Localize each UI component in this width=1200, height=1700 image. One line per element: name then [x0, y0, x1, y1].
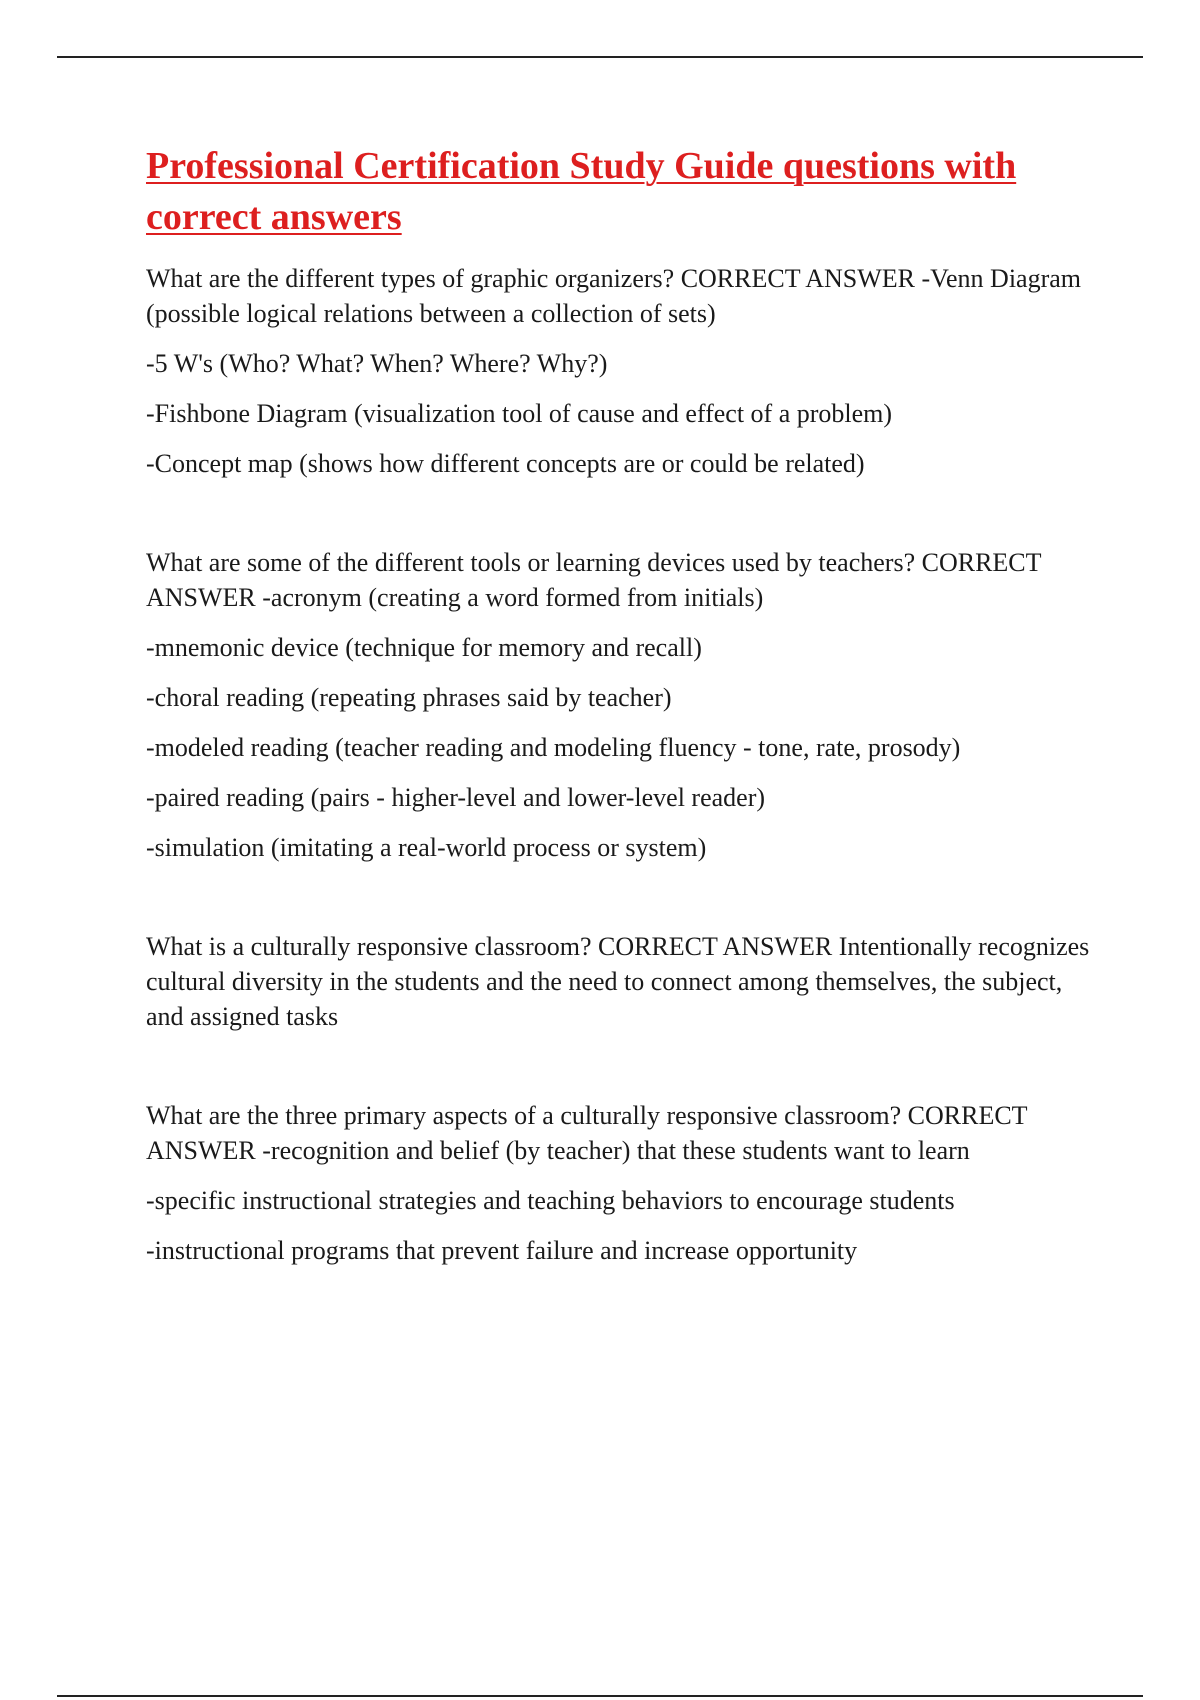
- answer-item: -paired reading (pairs - higher-level and lower-level reader): [146, 783, 766, 812]
- question-text: What are some of the different tools or learning devices used by teachers? CORRECT ANSWER -acronym (creating a word formed from initials): [146, 548, 1042, 612]
- qa-section: [146, 1098, 1096, 1268]
- qa-section: [146, 929, 1096, 1034]
- answer-item: -Fishbone Diagram (visualization tool of cause and effect of a problem): [146, 399, 893, 428]
- question-text: What is a culturally responsive classroom? CORRECT ANSWER Intentionally recognizes cultural diversity in the students and the need to connect among themselves, the subject, and assigned tasks: [146, 932, 1090, 1031]
- answer-item: -Concept map (shows how different concepts are or could be related): [146, 449, 865, 478]
- qa-section: [146, 545, 1096, 865]
- document-title: Professional Certification Study Guide questions with correct answers: [146, 145, 1017, 238]
- header-divider: [57, 56, 1143, 58]
- answer-item: -specific instructional strategies and teaching behaviors to encourage students: [146, 1186, 955, 1215]
- answer-item: -mnemonic device (technique for memory and recall): [146, 633, 702, 662]
- answer-item: -instructional programs that prevent failure and increase opportunity: [146, 1236, 858, 1265]
- answer-item: -5 W's (Who? What? When? Where? Why?): [146, 349, 608, 378]
- qa-section: [146, 261, 1096, 481]
- question-text: What are the three primary aspects of a culturally responsive classroom? CORRECT ANSWER -recognition and belief (by teacher) that these students want to learn: [146, 1101, 1028, 1165]
- question-text: What are the different types of graphic organizers? CORRECT ANSWER -Venn Diagram (possible logical relations between a collection of sets): [146, 264, 1082, 328]
- footer-divider: [57, 1695, 1143, 1697]
- answer-item: -modeled reading (teacher reading and modeling fluency - tone, rate, prosody): [146, 733, 961, 762]
- answer-item: -choral reading (repeating phrases said by teacher): [146, 683, 672, 712]
- document-page: [146, 141, 1096, 1268]
- answer-item: -simulation (imitating a real-world process or system): [146, 833, 707, 862]
